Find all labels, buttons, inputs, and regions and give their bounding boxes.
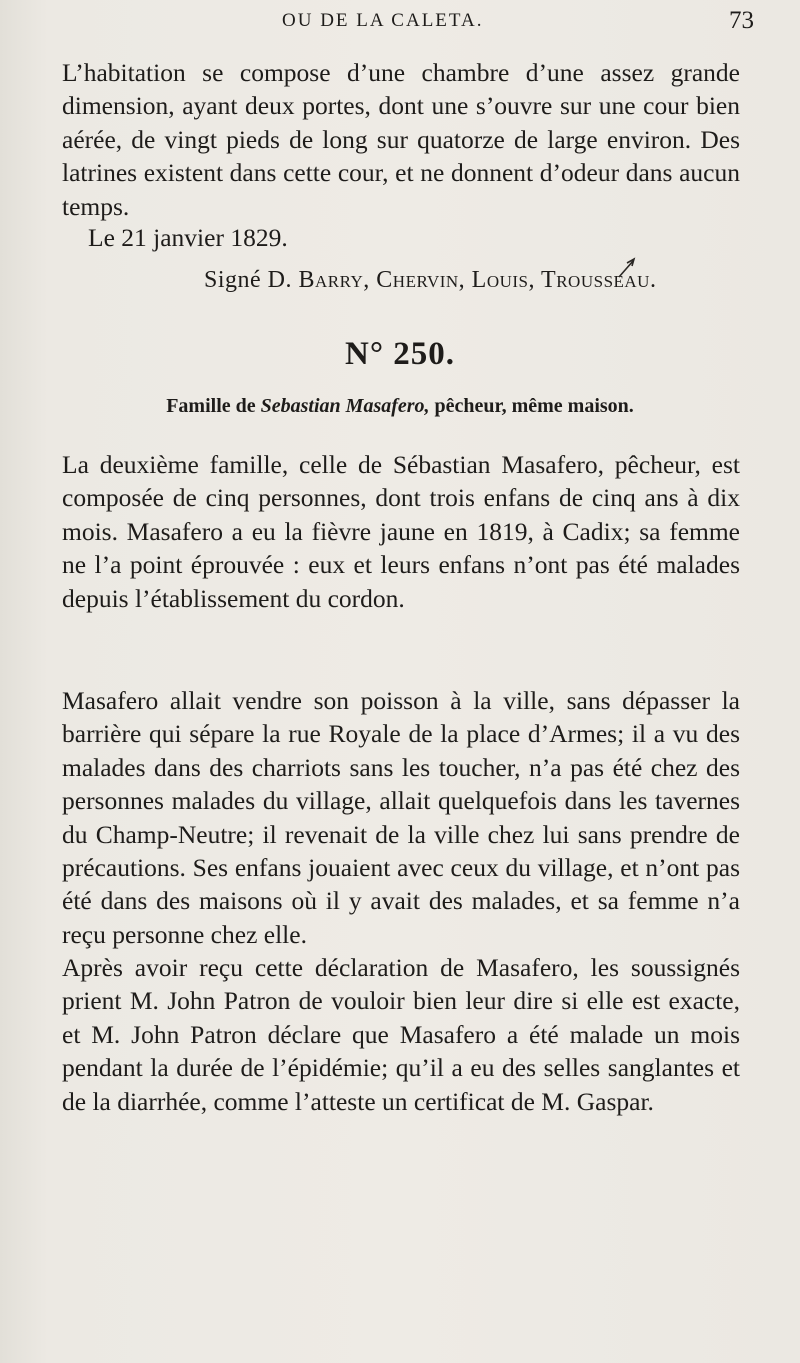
- signature-names: Barry, Chervin, Louis, Trousseau.: [298, 267, 657, 293]
- entry-number-heading: N° 250.: [344, 336, 456, 372]
- paragraph-habitation: L’habitation se compose d’une chambre d’une assez grande dimension, ayant deux portes, dont une s’ouvre sur une cour bien aérée, de vingt pieds de long sur quatorze de large environ. Des latrines existent dans cette cour, et ne donnent d’odeur dans aucun temps.: [62, 58, 740, 221]
- family-name: Sebastian Masafero,: [260, 395, 430, 417]
- family-suffix: pêcheur, même maison.: [429, 395, 634, 417]
- family-subheading: [0, 395, 800, 418]
- signature-prefix: Signé D.: [204, 267, 292, 293]
- paragraph-masafero-movements: Masafero allait vendre son poisson à la ville, sans dépasser la barrière qui sépare la rue Royale de la place d’Armes; il a vu des malades dans des charriots sans les toucher, n’a pas été chez des personnes malades du village, allait quelquefois dans les tavernes du Champ-Neutre; il revenait de la ville chez lui sans prendre de précautions. Ses enfans jouaient avec ceux du village, et n’ont pas été dans des maisons où il y avait des malades, et sa femme n’a reçu personne chez elle.: [62, 686, 740, 949]
- paragraph-declaration: Après avoir reçu cette déclaration de Masafero, les soussignés prient M. John Patron de vouloir bien leur dire si elle est exacte, et M. John Patron déclare que Masafero a été malade un mois pendant la durée de l’épidémie; qu’il a eu des selles sanglantes et de la diarrhée, comme l’atteste un certificat de M. Gaspar.: [62, 953, 740, 1116]
- family-prefix: Famille de: [166, 395, 261, 417]
- signature-line: [204, 267, 656, 294]
- date-line: Le 21 janvier 1829.: [88, 223, 288, 252]
- ink-mark-icon: [617, 257, 637, 279]
- page-number: 73: [729, 7, 754, 34]
- paragraph-second-family: La deuxième famille, celle de Sébastian Masafero, pêcheur, est composée de cinq personnes, dont trois enfans de cinq ans à dix mois. Masafero a eu la fièvre jaune en 1819, à Cadix; sa femme ne l’a point éprouvée : eux et leurs enfans n’ont pas été malades depuis l’établissement du cordon.: [62, 450, 740, 613]
- page-header: [0, 4, 800, 40]
- running-head: OU DE LA CALETA.: [282, 10, 484, 31]
